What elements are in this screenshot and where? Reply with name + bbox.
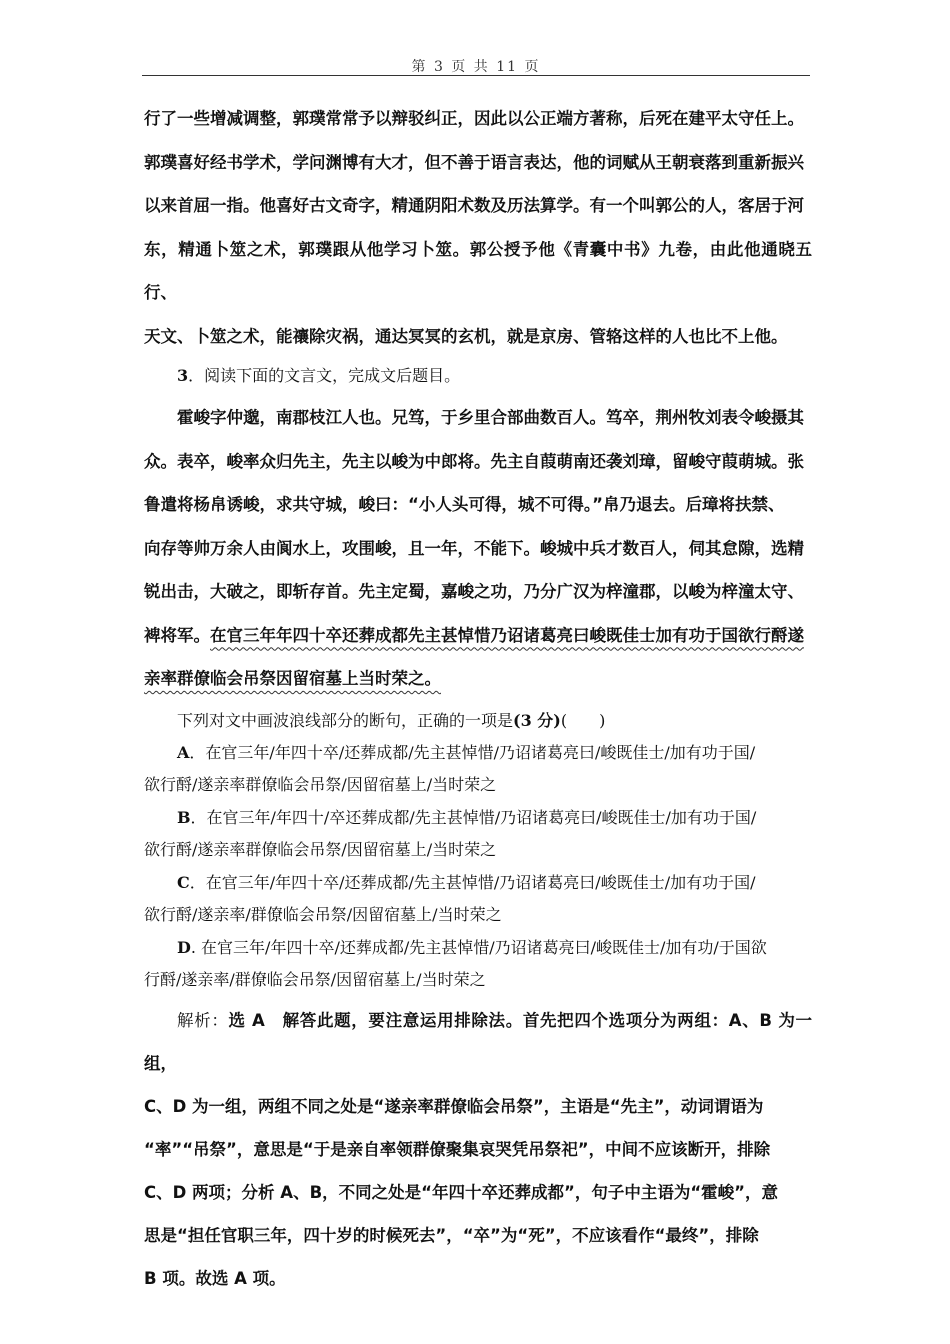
translation-block	[144, 97, 812, 358]
option-text: 行酹/遂亲率/群僚临会吊祭/因留宿墓上/当时荣之	[144, 970, 486, 989]
translation-line: 天文、卜筮之术，能禳除灾祸，通达冥冥的玄机，就是京房、管辂这样的人也比不上他。	[144, 326, 788, 346]
passage-line: 霍峻字仲邈，南郡枝江人也。兄笃，于乡里合部曲数百人。笃卒，荆州牧刘表令峻摄其	[177, 408, 804, 427]
option-b	[144, 802, 812, 867]
analysis-line: “率”“吊祭”，意思是“于是亲自率领群僚聚集哀哭凭吊祭祀”，中间不应该断开，排除	[144, 1139, 771, 1159]
option-c	[144, 867, 812, 932]
option-text: 欲行酹/遂亲率群僚临会吊祭/因留宿墓上/当时荣之	[144, 840, 497, 859]
option-text: ．在官三年/年四十/卒还葬成都/先主甚悼惜/乃诏诸葛亮曰/峻既佳士/加有功于国/	[190, 807, 757, 827]
option-label: C	[177, 872, 190, 892]
analysis-line	[144, 999, 812, 1085]
question-title: ．阅读下面的文言文，完成文后题目。	[188, 366, 461, 385]
option-text: ．在官三年/年四十卒/还葬成都/先主甚悼惜/乃诏诸葛亮曰/峻既佳士/加有功于国/	[189, 742, 756, 762]
passage-plain-text: 裨将军。	[144, 625, 210, 645]
analysis-line: C、D 两项；分析 A、B，不同之处是“年四十卒还葬成都”，句子中主语为“霍峻”，意	[144, 1182, 779, 1202]
question-heading	[144, 360, 812, 392]
analysis-block	[144, 999, 812, 1300]
options-list	[144, 737, 812, 997]
question-prompt	[144, 705, 812, 737]
option-label: D	[177, 937, 191, 957]
analysis-lead: 解析：	[177, 1010, 229, 1030]
passage-block	[144, 396, 812, 701]
page-number-header: 第 3 页 共 11 页	[411, 59, 541, 75]
option-text: ．在官三年/年四十卒/还葬成都/先主甚悼惜/乃诏诸葛亮曰/峻既佳士/加有功于国/	[189, 872, 756, 892]
analysis-line: B 项。故选 A 项。	[144, 1268, 286, 1288]
option-text: 欲行酹/遂亲率/群僚临会吊祭/因留宿墓上/当时荣之	[144, 905, 502, 924]
option-d	[144, 932, 812, 997]
wavy-underlined-text: 在官三年年四十卒还葬成都先主甚悼惜乃诏诸葛亮曰峻既佳士加有功于国欲行酹遂	[210, 625, 804, 645]
header-divider	[142, 75, 810, 76]
question-score: (3 分)	[513, 710, 561, 730]
translation-line: 东，精通卜筮之术，郭璞跟从他学习卜筮。郭公授予他《青囊中书》九卷，由此他通晓五行、	[144, 239, 812, 302]
analysis-line: 思是“担任官职三年，四十岁的时候死去”，“卒”为“死”，不应该看作“最终”，排除	[144, 1225, 759, 1245]
translation-line: 以来首屈一指。他喜好古文奇字，精通阴阳术数及历法算学。有一个叫郭公的人，客居于河	[144, 196, 804, 215]
option-label: B	[177, 807, 191, 827]
passage-line: 锐出击，大破之，即斩存首。先主定蜀，嘉峻之功，乃分广汉为梓潼郡，以峻为梓潼太守、	[144, 582, 804, 601]
passage-line: 鲁遣将杨帛诱峻，求共守城，峻曰：“小人头可得，城不可得。”帛乃退去。后璋将扶禁、	[144, 495, 785, 514]
option-a	[144, 737, 812, 802]
answer-paren: ( )	[560, 710, 606, 730]
passage-line: 向存等帅万余人由阆水上，攻围峻，且一年，不能下。峻城中兵才数百人，伺其怠隙，选精	[144, 538, 804, 558]
option-text: 欲行酹/遂亲率群僚临会吊祭/因留宿墓上/当时荣之	[144, 775, 497, 794]
page-content	[144, 97, 812, 1300]
passage-line	[144, 657, 812, 701]
translation-line: 郭璞喜好经书学术，学问渊博有大才，但不善于语言表达，他的词赋从王朝衰落到重新振兴	[144, 152, 804, 172]
wavy-underlined-text: 亲率群僚临会吊祭因留宿墓上当时荣之。	[144, 669, 441, 688]
passage-line	[144, 614, 812, 658]
translation-line: 行了一些增减调整，郭璞常常予以辩驳纠正，因此以公正端方著称，后死在建平太守任上。	[144, 109, 804, 128]
option-text: . 在官三年/年四十卒/还葬成都/先主甚悼惜/乃诏诸葛亮曰/峻既佳士/加有功/于国欲	[190, 937, 767, 957]
question-number: 3	[177, 366, 189, 385]
option-label: A	[177, 742, 190, 762]
analysis-line: C、D 为一组，两组不同之处是“遂亲率群僚临会吊祭”，主语是“先主”，动词谓语为	[144, 1096, 764, 1116]
passage-line: 众。表卒，峻率众归先主，先主以峻为中郎将。先主自葭萌南还袭刘璋，留峻守葭萌城。张	[144, 451, 804, 471]
prompt-text: 下列对文中画波浪线部分的断句，正确的一项是	[177, 710, 514, 730]
analysis-text: 选 A 解答此题，要注意运用排除法。首先把四个选项分为两组：A、B 为一组，	[144, 1010, 813, 1073]
